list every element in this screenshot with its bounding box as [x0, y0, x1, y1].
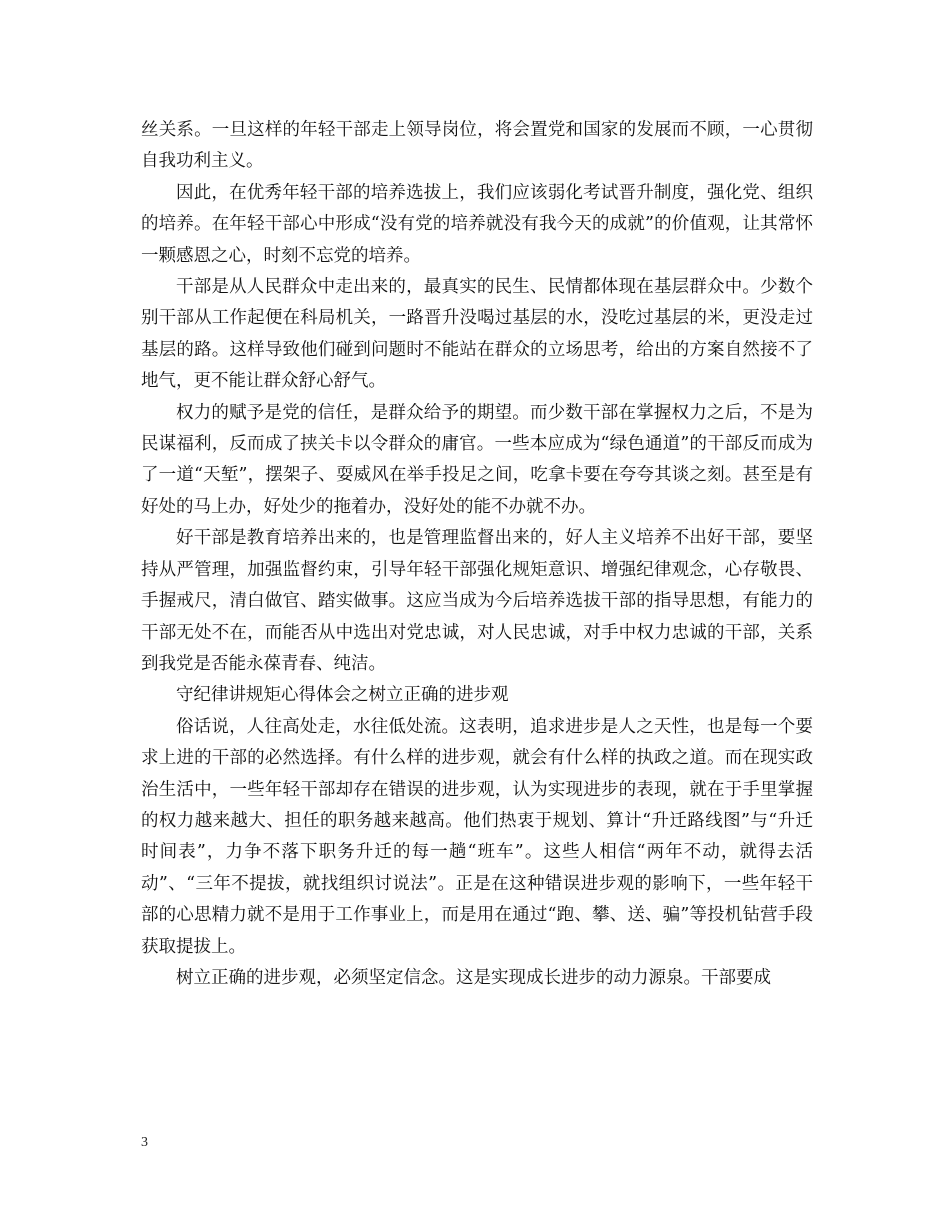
document-body [141, 115, 813, 994]
paragraph: 树立正确的进步观，必须坚定信念。这是实现成长进步的动力源泉。干部要成 [176, 967, 771, 988]
paragraph: 好干部是教育培养出来的，也是管理监督出来的，好人主义培养不出好干部，要坚持从严管理，加强监督约束，引导年轻干部强化规矩意识、增强纪律观念，心存敬畏、手握戒尺，清白做官、踏实做事。这应当成为今后培养选拔干部的指导思想，有能力的干部无处不在，而能否从中选出对党忠诚，对人民忠诚，对手中权力忠诚的干部，关系到我党是否能永葆青春、纯洁。 [141, 528, 813, 674]
page-number: 3 [141, 1135, 148, 1150]
paragraph: 权力的赋予是党的信任，是群众给予的期望。而少数干部在掌握权力之后，不是为民谋福利，反而成了挟关卡以令群众的庸官。一些本应成为“绿色通道”的干部反而成为了一道“天堑”，摆架子、耍威风在举手投足之间，吃拿卡要在夸夸其谈之刻。甚至是有好处的马上办，好处少的拖着办，没好处的能不办就不办。 [141, 402, 813, 517]
paragraph: 干部是从人民群众中走出来的，最真实的民生、民情都体现在基层群众中。少数个别干部从工作起便在科局机关，一路晋升没喝过基层的水，没吃过基层的米，更没走过基层的路。这样导致他们碰到问题时不能站在群众的立场思考，给出的方案自然接不了地气，更不能让群众舒心舒气。 [141, 277, 813, 392]
paragraph: 丝关系。一旦这样的年轻干部走上领导岗位，将会置党和国家的发展而不顾，一心贯彻自我功利主义。 [141, 120, 813, 172]
section-heading: 守纪律讲规矩心得体会之树立正确的进步观 [176, 685, 509, 706]
paragraph: 因此，在优秀年轻干部的培养选拔上，我们应该弱化考试晋升制度，强化党、组织的培养。在年轻干部心中形成“没有党的培养就没有我今天的成就”的价值观，让其常怀一颗感恩之心，时刻不忘党的培养。 [141, 182, 813, 266]
paragraph: 俗话说，人往高处走，水往低处流。这表明，追求进步是人之天性，也是每一个要求上进的干部的必然选择。有什么样的进步观，就会有什么样的执政之道。而在现实政治生活中，一些年轻干部却存在错误的进步观，认为实现进步的表现，就在于手里掌握的权力越来越大、担任的职务越来越高。他们热衷于规划、算计“升迁路线图”与“升迁时间表”，力争不落下职务升迁的每一趟“班车”。这些人相信“两年不动，就得去活动”、“三年不提拔，就找组织讨说法”。正是在这种错误进步观的影响下，一些年轻干部的心思精力就不是用于工作事业上，而是用在通过“跑、攀、送、骗”等投机钻营手段获取提拔上。 [141, 716, 813, 957]
